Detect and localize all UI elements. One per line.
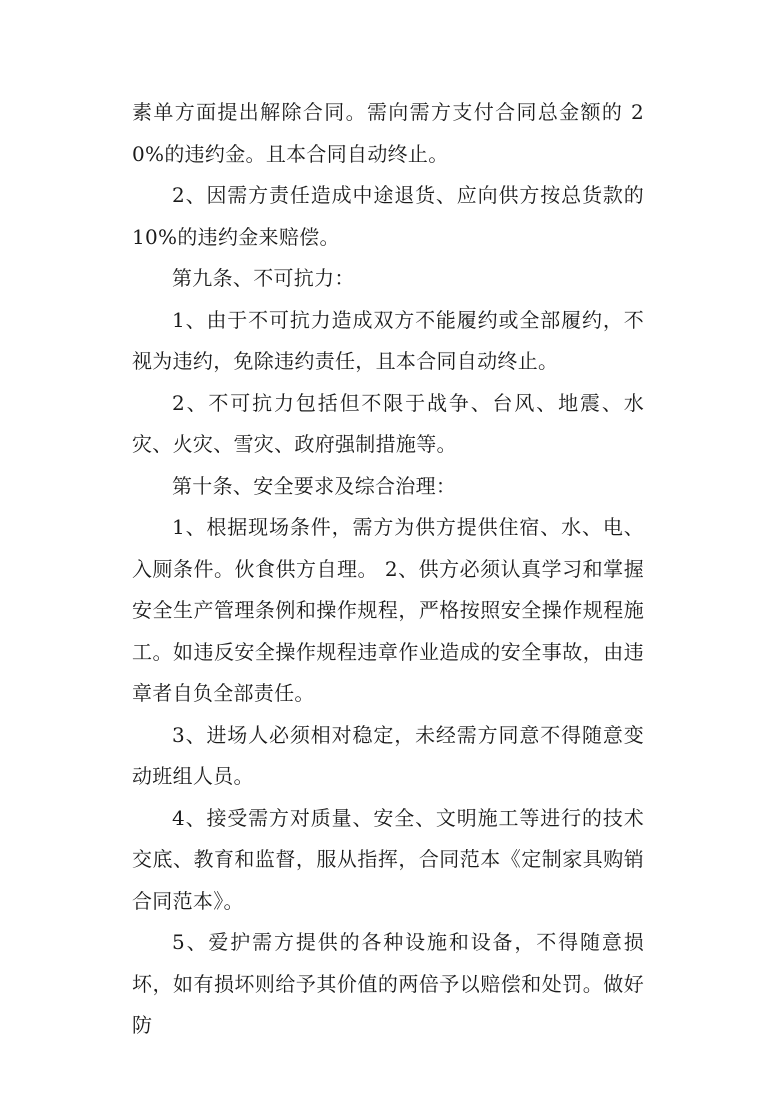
article-10-heading: 第十条、安全要求及综合治理： xyxy=(172,473,457,498)
paragraph-force-majeure-1: 1、由于不可抗力造成双方不能履约或全部履约，不视为违约，免除违约责任，且本合同自动终止。 xyxy=(132,307,644,373)
article-9-heading: 第九条、不可抗力： xyxy=(172,266,355,290)
paragraph-safety-1-2: 1、根据现场条件，需方为供方提供住宿、水、电、入厕条件。伙食供方自理。 2、供方必须认真学习和掌握安全生产管理条例和操作规程，严格按照安全操作规程施工。如违反安全操作规程违章作业造成的安全事故，由违章者自负全部责任。 xyxy=(132,515,644,705)
paragraph-force-majeure-2: 2、不可抗力包括但不限于战争、台风、地震、水灾、火灾、雪灾、政府强制措施等。 xyxy=(132,390,644,456)
paragraph-safety-4: 4、接受需方对质量、安全、文明施工等进行的技术交底、教育和监督，服从指挥，合同范本《定制家具购销合同范本》。 xyxy=(132,805,644,913)
paragraph-safety-5: 5、爱护需方提供的各种设施和设备，不得随意损坏，如有损坏则给予其价值的两倍予以赔偿和处罚。做好防 xyxy=(132,930,644,1037)
paragraph-return-penalty: 2、因需方责任造成中途退货、应向供方按总货款的10%的违约金来赔偿。 xyxy=(132,183,644,249)
paragraph-safety-3: 3、进场人必须相对稳定，未经需方同意不得随意变动班组人员。 xyxy=(132,722,644,788)
paragraph-breach-continuation: 素单方面提出解除合同。需向需方支付合同总金额的 20%的违约金。且本合同自动终止。 xyxy=(132,100,644,166)
document-body xyxy=(132,92,644,1047)
